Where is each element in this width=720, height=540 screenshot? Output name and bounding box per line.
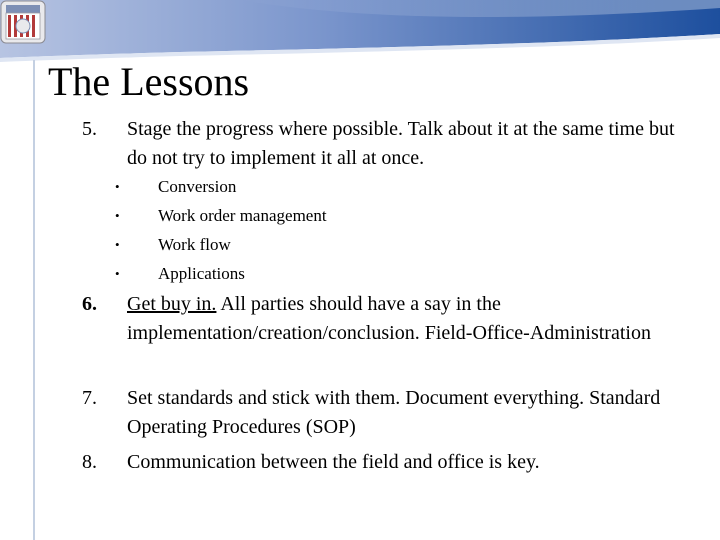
list-item-text: Set standards and stick with them. Document everything. Standard Operating Procedures (SOP) — [127, 387, 661, 438]
item-number: 8. — [82, 451, 97, 473]
sub-item-text: Work order management — [158, 206, 327, 225]
slide-title: The Lessons — [48, 59, 250, 104]
seal-logo — [0, 0, 46, 44]
header-swoosh — [0, 0, 720, 62]
sub-item-text: Applications — [158, 264, 245, 283]
list-item-text: Communication between the field and office is key. — [127, 451, 540, 473]
sub-item-text: Conversion — [158, 177, 237, 196]
item-number: 5. — [82, 118, 97, 140]
emphasis-text: Get buy in. — [127, 293, 217, 315]
item-number: 7. — [82, 387, 97, 409]
list-item-text: Stage the progress where possible. Talk about it at the same time but do not try to implement it all at once. — [127, 118, 675, 169]
left-rule — [33, 60, 35, 540]
item-number: 6. — [82, 293, 97, 315]
bullet-icon: • — [115, 179, 120, 194]
bullet-icon: • — [115, 237, 120, 252]
list-item-body: All parties should have a say in the implementation/creation/conclusion. Field-Office-Administration — [127, 293, 651, 344]
header-band — [0, 0, 720, 62]
bullet-icon: • — [115, 266, 120, 281]
bullet-icon: • — [115, 208, 120, 223]
sub-item-text: Work flow — [158, 235, 231, 254]
list-item-text — [127, 290, 687, 348]
